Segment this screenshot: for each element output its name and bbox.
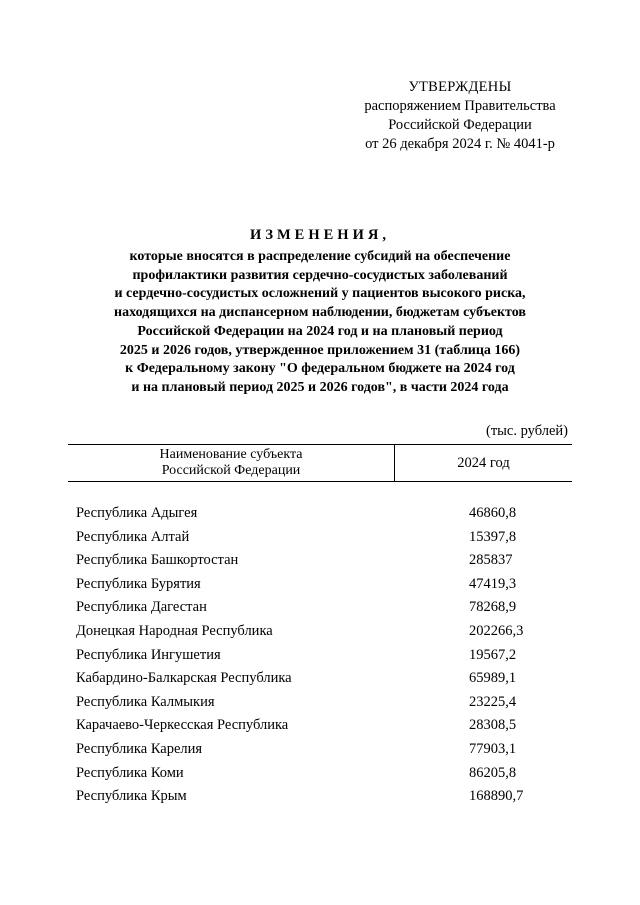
subject-name-cell: Донецкая Народная Республика	[76, 622, 273, 639]
subject-name-cell: Республика Дагестан	[76, 599, 207, 616]
description-line: находящихся на диспансерном наблюдении, бюджетам субъектов	[114, 305, 526, 321]
header-subject-name-line-1: Наименование субъекта	[159, 447, 303, 462]
table-row	[68, 596, 572, 620]
approval-line-3: от 26 декабря 2024 г. № 4041-р	[365, 136, 555, 152]
description-line: и сердечно-сосудистых осложнений у пациентов высокого риска,	[114, 286, 526, 302]
amount-cell: 19567,2	[469, 646, 517, 663]
approval-line-2: Российской Федерации	[388, 117, 532, 133]
subject-name-cell: Кабардино-Балкарская Республика	[76, 670, 292, 687]
subject-name-cell: Республика Крым	[76, 788, 187, 805]
subject-name-cell: Республика Карелия	[76, 740, 203, 757]
amount-cell: 47419,3	[469, 575, 517, 592]
units-label: (тыс. рублей)	[486, 423, 568, 439]
table-row	[68, 738, 572, 762]
subject-name-cell: Республика Бурятия	[76, 575, 201, 592]
subject-name-cell: Карачаево-Черкесская Республика	[76, 717, 289, 734]
amount-cell: 285837	[469, 552, 513, 569]
subject-name-cell: Республика Башкортостан	[76, 552, 239, 569]
amount-cell: 46860,8	[469, 505, 517, 521]
amount-cell: 28308,5	[469, 717, 517, 734]
amount-cell: 168890,7	[469, 788, 524, 805]
subject-name-cell: Республика Алтай	[76, 528, 190, 545]
subsidy-table	[68, 444, 572, 809]
amount-cell: 23225,4	[469, 693, 517, 710]
description-line: 2025 и 2026 годов, утвержденное приложением 31 (таблица 166)	[119, 342, 521, 358]
amount-cell: 77903,1	[469, 740, 517, 757]
description-line: которые вносятся в распределение субсидий на обеспечение	[129, 249, 511, 264]
description-line: Российской Федерации на 2024 год и на плановый период	[137, 323, 503, 339]
subject-name-cell: Республика Калмыкия	[76, 693, 215, 710]
table-row	[68, 549, 572, 573]
table-row	[68, 714, 572, 738]
table-row	[68, 644, 572, 668]
subject-name-cell: Республика Адыгея	[76, 505, 198, 521]
description-line: и на плановый период 2025 и 2026 годов", в части 2024 года	[131, 379, 509, 395]
approval-block	[330, 78, 590, 154]
amount-cell: 65989,1	[469, 670, 517, 687]
amount-cell: 78268,9	[469, 599, 517, 616]
header-subject-name	[68, 445, 395, 481]
table-row	[68, 620, 572, 644]
header-subject-name-line-2: Российской Федерации	[161, 463, 301, 478]
document-title: ИЗМЕНЕНИЯ,	[250, 227, 390, 243]
table-header	[68, 444, 572, 482]
subject-name-cell: Республика Ингушетия	[76, 646, 221, 663]
table-row	[68, 762, 572, 786]
amount-cell: 86205,8	[469, 764, 517, 781]
table-body	[68, 502, 572, 809]
subject-name-cell: Республика Коми	[76, 764, 184, 781]
description-line: профилактики развития сердечно-сосудистых заболеваний	[132, 267, 508, 283]
document-description	[70, 248, 570, 398]
description-line: к Федеральному закону "О федеральном бюджете на 2024 год	[125, 361, 515, 377]
table-row	[68, 785, 572, 809]
table-row	[68, 573, 572, 597]
table-row	[68, 667, 572, 691]
amount-cell: 15397,8	[469, 528, 517, 545]
approval-header: УТВЕРЖДЕНЫ	[408, 79, 512, 95]
approval-line-1: распоряжением Правительства	[364, 98, 556, 114]
table-row	[68, 526, 572, 550]
table-row	[68, 691, 572, 715]
table-row	[68, 502, 572, 526]
header-year: 2024 год	[457, 455, 510, 471]
amount-cell: 202266,3	[469, 622, 524, 639]
